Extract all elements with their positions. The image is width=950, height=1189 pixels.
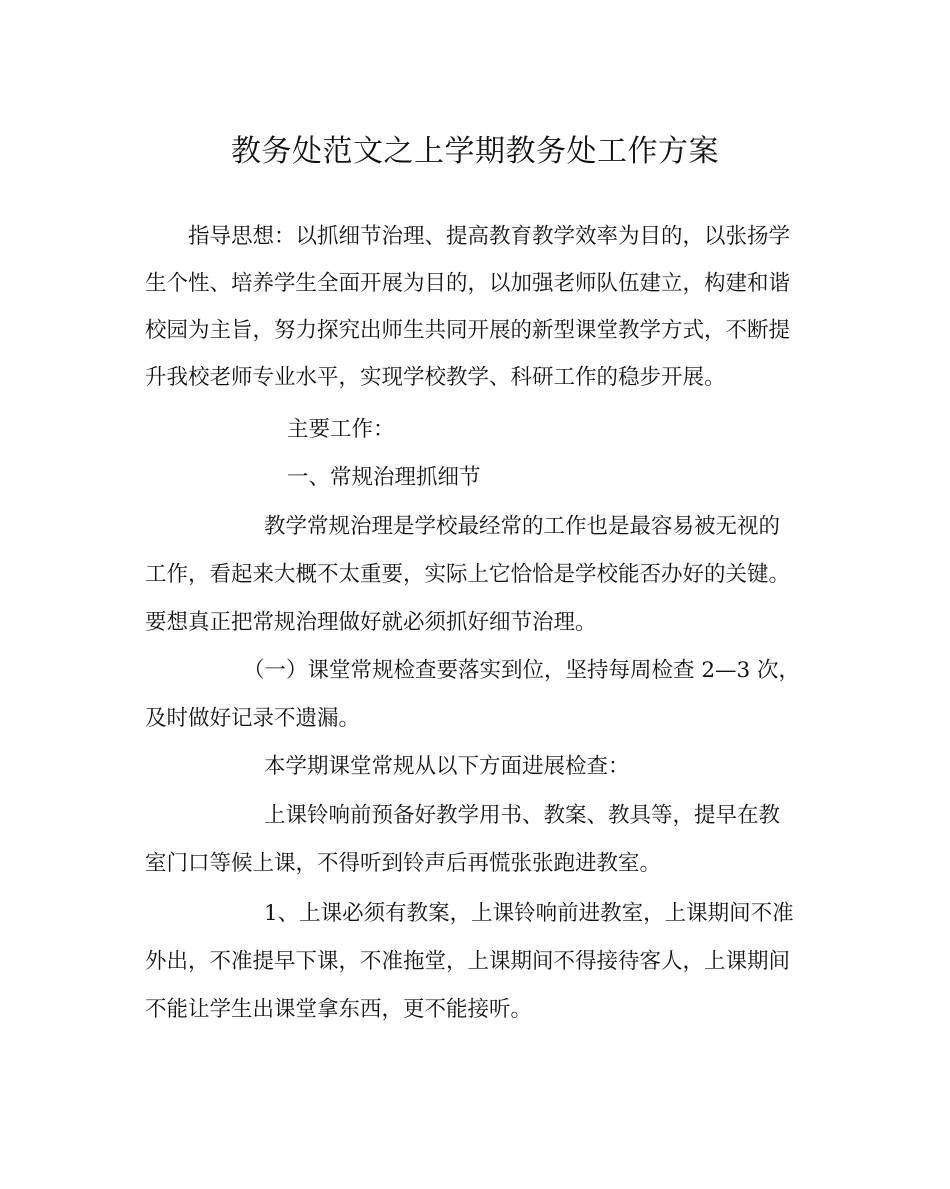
section-one-heading: 一、常规治理抓细节 bbox=[287, 465, 481, 490]
main-work-heading: 主要工作： bbox=[287, 417, 395, 442]
rule-one-line-2: 外出，不准提早下课，不准拖堂，上课期间不得接待客人，上课期间 bbox=[145, 949, 791, 974]
guiding-line-4: 升我校老师专业水平，实现学校教学、科研工作的稳步开展。 bbox=[145, 365, 726, 390]
document-title: 教务处范文之上学期教务处工作方案 bbox=[231, 134, 719, 169]
preparation-line-2: 室门口等候上课，不得听到铃声后再慌张张跑进教室。 bbox=[145, 851, 662, 876]
item-one-line-2: 及时做好记录不遗漏。 bbox=[145, 706, 361, 731]
routine-line-3: 要想真正把常规治理做好就必须抓好细节治理。 bbox=[145, 610, 597, 635]
preparation-line-1: 上课铃响前预备好教学用书、教案、教具等，提早在教 bbox=[264, 803, 781, 828]
item-one-line-1: （一）课堂常规检查要落实到位，坚持每周检查 2—3 次， bbox=[243, 658, 801, 683]
guiding-line-1: 指导思想：以抓细节治理、提高教育教学效率为目的，以张扬学 bbox=[188, 224, 791, 249]
routine-line-1: 教学常规治理是学校最经常的工作也是最容易被无视的 bbox=[264, 514, 781, 539]
guiding-line-3: 校园为主旨，努力探究出师生共同开展的新型课堂教学方式，不断提 bbox=[145, 318, 791, 343]
check-intro: 本学期课堂常规从以下方面进展检查： bbox=[264, 754, 630, 779]
rule-one-line-3: 不能让学生出课堂拿东西，更不能接听。 bbox=[145, 997, 533, 1022]
guiding-line-2: 生个性、培养学生全面开展为目的，以加强老师队伍建立，构建和谐 bbox=[145, 271, 791, 296]
rule-one-line-1: 1、上课必须有教案，上课铃响前进教室，上课期间不准 bbox=[264, 901, 794, 926]
routine-line-2: 工作，看起来大概不太重要，实际上它恰恰是学校能否办好的关键。 bbox=[145, 562, 791, 587]
